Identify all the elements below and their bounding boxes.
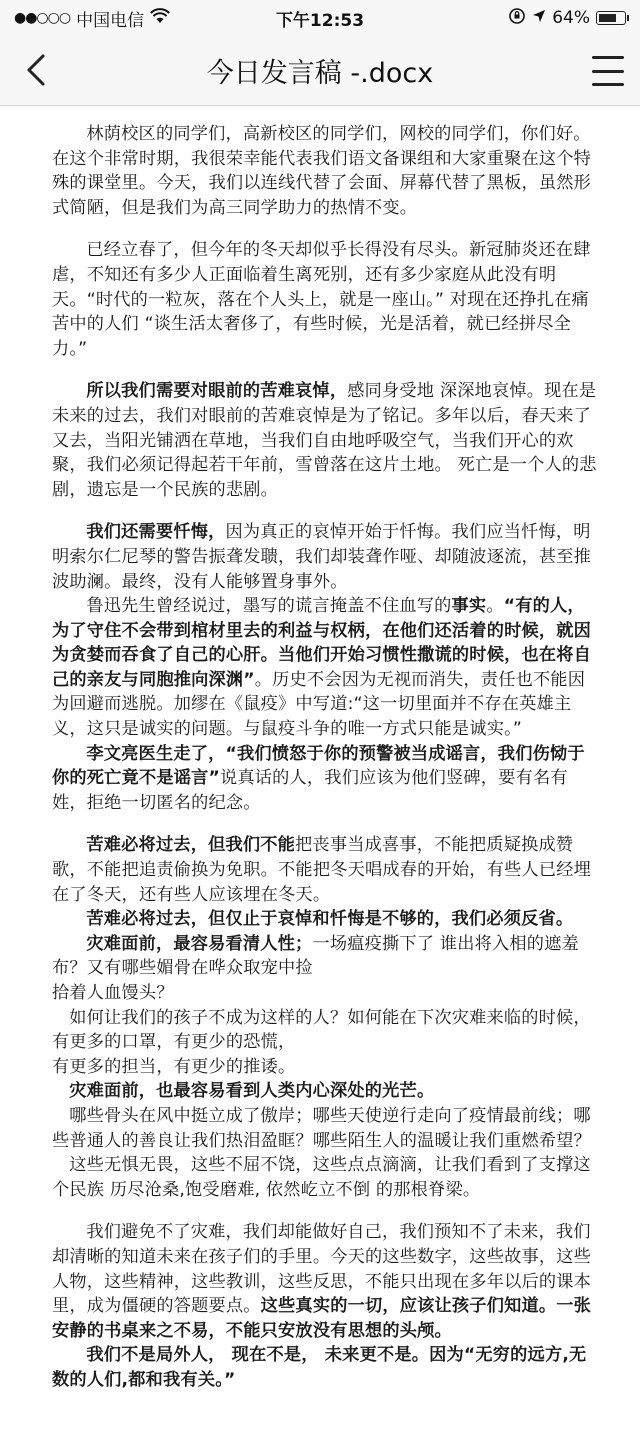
paragraph-12: 哪些骨头在风中挺立成了傲岸；哪些天使逆行走向了疫情最前线；哪些普通人的善良让我们热泪盈眶？哪些陌生人的温暖让我们重燃希望？ — [52, 1105, 592, 1151]
paragraph-14-bold: 这些真实的一切，应该让孩子们知道。一张安静的书桌来之不易，不能只安放没有思想的头颅。 — [52, 1296, 592, 1341]
menu-icon-line — [592, 83, 624, 86]
paragraph-7 — [52, 833, 600, 907]
status-right — [508, 7, 626, 30]
battery-icon — [596, 11, 626, 25]
paragraph-5 — [52, 594, 600, 742]
wifi-icon — [150, 8, 170, 29]
paragraph-4-text: 因为真正的哀悼开始于忏悔。我们应当忏悔，明明索尔仁尼琴的警告振聋发聩，我们却装聋作哑、却随波逐流，甚至推波助澜。最终，没有人能够置身事外。 — [52, 522, 592, 592]
paragraph-6 — [52, 742, 600, 816]
battery-percent: 64% — [552, 8, 590, 28]
document-body — [0, 106, 640, 1393]
paragraph-15: 我们不是局外人， 现在不是， 未来更不是。因为“无穷的远方,无数的人们,都和我有关。” — [52, 1345, 587, 1390]
paragraph-1: 林荫校区的同学们，高新校区的同学们，网校的同学们，你们好。在这个非常时期，我很荣幸能代表我们语文备课组和大家重聚在这个特殊的课堂里。今天，我们以连线代替了会面、屏幕代替了黑板，虽然形式简陋，但是我们为高三同学助力的热情不变。 — [52, 124, 592, 218]
paragraph-10-line-2: 有更多的担当，有更少的推诿。 — [52, 1056, 296, 1077]
status-bar — [0, 0, 640, 36]
chevron-left-icon — [25, 53, 47, 87]
menu-button[interactable] — [592, 56, 624, 86]
paragraph-2: 已经立春了，但今年的冬天却似乎长得没有尽头。新冠肺炎还在肆虐，不知还有多少人正面临着生离死别，还有多少家庭从此没有明天。“时代的一粒灰，落在个人头上，就是一座山。” 对现在还挣扎在痛苦中的人们 “谈生活太奢侈了，有些时候，光是活着，就已经拼尽全力。” — [52, 240, 591, 359]
location-icon — [532, 8, 546, 28]
paragraph-5-text-a: 鲁迅先生曾经说过，墨写的谎言掩盖不住血写的 — [86, 596, 452, 617]
paragraph-9 — [52, 932, 600, 981]
paragraph-8: 苦难必将过去，但仅止于哀悼和忏悔是不够的，我们必须反省。 — [86, 909, 574, 930]
paragraph-4 — [52, 520, 600, 594]
paragraph-3-text: 感同身受地 深深地哀悼。现在是未来的过去，我们对眼前的苦难哀悼是为了铭记。多年以后，春天来了又去，当阳光铺洒在草地，当我们自由地呼吸空气，当我们开心的欢聚，我们必须记得起若干年前，雪曾落在这片土地。 死亡是一个人的悲剧，遗忘是一个民族的悲剧。 — [52, 381, 597, 500]
paragraph-14-text: 我们避免不了灾难，我们却能做好自己，我们预知不了未来，我们却清晰的知道未来在孩子们的手里。今天的这些数字，这些故事，这些人物，这些精神，这些教训，这些反思，不能只出现在多年以后的课本里，成为僵硬的答题要点。 — [52, 1222, 592, 1317]
paragraph-11: 灾难面前，也最容易看到人类内心深处的光芒。 — [69, 1081, 435, 1102]
status-time: 下午12:53 — [275, 10, 365, 31]
paragraph-5-text-c: 。 — [486, 596, 504, 617]
paragraph-3 — [52, 379, 600, 502]
paragraph-5-quote: “有的人，为了守住不会带到棺材里去的利益与权柄，在他们还活着的时候，就因为贪婪而吞食了自己的心肝。当他们开始习惯性撒谎的时候，也在将自己的亲友与同胞推向深渊” — [52, 596, 592, 690]
paragraph-13: 这些无惧无畏，这些不屈不饶，这些点点滴滴，让我们看到了支撑这个民族 历尽沧桑,饱受磨难, 依然屹立不倒 的那根脊梁。 — [52, 1155, 591, 1200]
paragraph-5-text-e: 。历史不会因为无视而消失，责任也不能因为回避而逃脱。加缪在《鼠疫》中写道:“这一切里面并不存在英雄主义，这只是诚实的问题。与鼠疫斗争的唯一方式只能是诚实。” — [52, 669, 586, 740]
paragraph-7-text: 把丧事当成喜事，不能把质疑换成赞歌，不能把追责偷换为免职。不能把冬天唱成春的开始，有些人已经埋在了冬天，还有些人应该埋在冬天。 — [52, 835, 592, 905]
paragraph-14 — [52, 1220, 600, 1343]
paragraph-10: 如何让我们的孩子不成为这样的人？如何能在下次灾难来临的时候，有更多的口罩，有更少的恐慌， — [52, 1007, 591, 1053]
paragraph-5-bold-fact: 事实 — [451, 596, 487, 617]
menu-icon-line — [592, 70, 624, 73]
paragraph-4-bold: 我们还需要忏悔， — [86, 522, 226, 543]
carrier-name: 中国电信 — [76, 10, 145, 31]
paragraph-3-bold: 所以我们需要对眼前的苦难哀悼， — [86, 381, 348, 402]
paragraph-9-text: 一场瘟疫撕下了 谁出将入相的遮羞布？又有哪些媚骨在哗众取宠中捡 — [52, 933, 579, 979]
signal-strength: ●●○○○ — [14, 10, 71, 26]
paragraph-6-bold-quote: “我们愤怒于你的预警被当成谣言，我们伤恸于你的死亡竟不是谣言” — [52, 743, 585, 789]
document-title: 今日发言稿 -.docx — [206, 58, 434, 89]
paragraph-7-bold: 苦难必将过去，但我们不能 — [86, 835, 296, 856]
status-left — [14, 6, 170, 31]
paragraph-9-bold: 灾难面前，最容易看清人性； — [86, 933, 313, 954]
paragraph-9-line-2: 拾着人血馒头？ — [52, 983, 174, 1003]
paragraph-6-text: 说真话的人，我们应该为他们竖碑，要有名有姓，拒绝一切匿名的纪念。 — [52, 768, 568, 813]
back-button[interactable] — [18, 52, 54, 88]
paragraph-6-bold-a: 李文亮医生走了， — [86, 743, 226, 764]
menu-icon-line — [592, 56, 624, 59]
orientation-lock-icon — [508, 7, 526, 30]
nav-bar — [0, 36, 640, 106]
